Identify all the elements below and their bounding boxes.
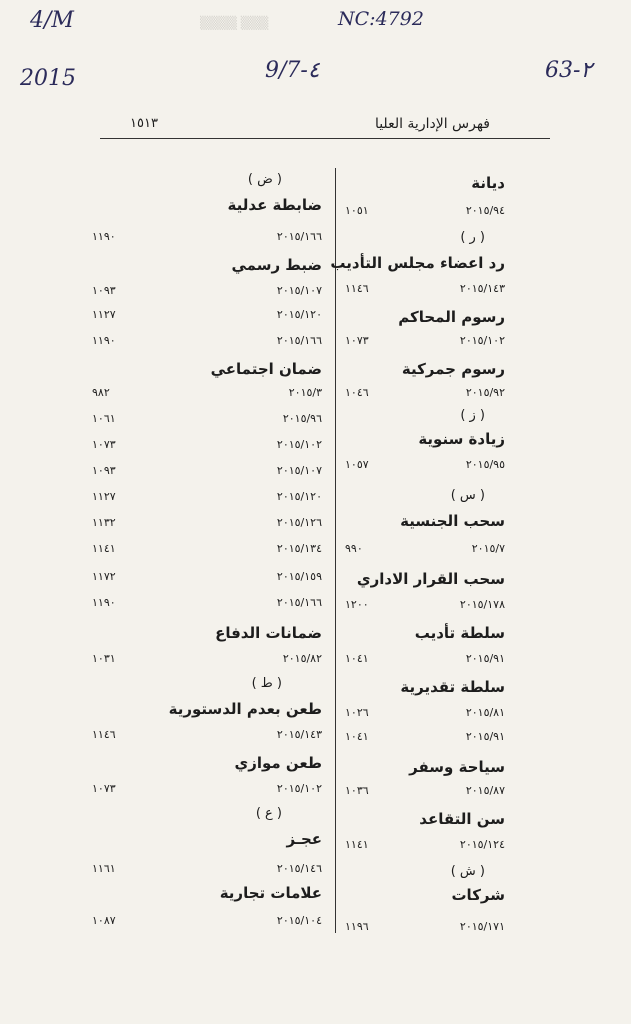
index-heading: طعن بعدم الدستورية <box>168 700 322 718</box>
case-ref: ٢٠١٥/٨١ <box>465 706 505 719</box>
index-heading: ضابطة عدلية <box>227 196 322 214</box>
case-ref: ٢٠١٥/١٤٣ <box>459 282 505 295</box>
index-reference <box>345 784 505 800</box>
index-heading: سحب الجنسية <box>400 512 505 530</box>
running-header <box>100 112 550 140</box>
case-ref: ٢٠١٥/١٧١ <box>459 920 505 933</box>
page-ref: ١٠٩٣ <box>92 464 116 477</box>
page-ref: ٩٩٠ <box>345 542 363 555</box>
case-ref: ٢٠١٥/١٤٣ <box>276 728 322 741</box>
case-ref: ٢٠١٥/٨٢ <box>282 652 322 665</box>
index-heading: علامات تجارية <box>219 884 322 902</box>
index-reference <box>92 596 322 612</box>
index-reference <box>92 782 322 798</box>
case-ref: ٢٠١٥/١٢٠ <box>276 490 322 503</box>
letter-section: ( ز ) <box>460 408 485 423</box>
page-ref: ١١٢٧ <box>92 490 116 503</box>
index-heading: ضبط رسمي <box>231 256 322 274</box>
index-reference <box>92 284 322 300</box>
page-ref: ١١٢٧ <box>92 308 116 321</box>
case-ref: ٢٠١٥/١٠٢ <box>459 334 505 347</box>
index-reference <box>92 516 322 532</box>
index-reference <box>92 490 322 506</box>
case-ref: ٢٠١٥/١٥٩ <box>276 570 322 583</box>
page-ref: ١٢٠٠ <box>345 598 369 611</box>
index-reference <box>92 334 322 350</box>
index-reference <box>92 570 322 586</box>
page-ref: ١١٩٠ <box>92 230 116 243</box>
case-ref: ٢٠١٥/١٠٧ <box>276 284 322 297</box>
page-ref: ١١٤١ <box>345 838 369 851</box>
index-heading: سياحة وسفر <box>409 758 505 776</box>
bleed-through: ▒▒▒▒ ▒▒▒ <box>200 16 269 30</box>
index-reference <box>345 204 505 220</box>
index-reference <box>345 920 505 936</box>
page-ref: ١٠٤١ <box>345 730 369 743</box>
letter-section: ( ع ) <box>255 806 282 821</box>
page-ref: ١١٩٦ <box>345 920 369 933</box>
case-ref: ٢٠١٥/٧ <box>471 542 505 555</box>
index-heading: رسوم جمركية <box>401 360 505 378</box>
page-ref: ١٠٨٧ <box>92 914 116 927</box>
case-ref: ٢٠١٥/٣ <box>288 386 322 399</box>
index-heading: ديانة <box>471 174 505 192</box>
letter-section: ( ر ) <box>460 230 485 245</box>
case-ref: ٢٠١٥/٨٧ <box>465 784 505 797</box>
index-reference <box>345 542 505 558</box>
case-ref: ٢٠١٥/١٠٢ <box>276 438 322 451</box>
index-reference <box>92 542 322 558</box>
index-reference <box>345 386 505 402</box>
case-ref: ٢٠١٥/٩٦ <box>282 412 322 425</box>
case-ref: ٢٠١٥/١٦٦ <box>276 230 322 243</box>
index-reference <box>92 914 322 930</box>
page-ref: ١١٦١ <box>92 862 116 875</box>
page-ref: ١٠٩٣ <box>92 284 116 297</box>
case-ref: ٢٠١٥/١٢٠ <box>276 308 322 321</box>
case-ref: ٢٠١٥/٩٤ <box>465 204 505 217</box>
case-ref: ٢٠١٥/١٤٦ <box>276 862 322 875</box>
page-ref: ١١٤١ <box>92 542 116 555</box>
index-reference <box>345 458 505 474</box>
index-reference <box>92 652 322 668</box>
handwritten-note: 2015 <box>20 66 76 91</box>
index-reference <box>92 230 322 246</box>
header-rule <box>100 138 550 139</box>
page-ref: ١٠٣١ <box>92 652 116 665</box>
index-heading: ضمان اجتماعي <box>210 360 322 378</box>
page-ref: ١١٤٦ <box>92 728 116 741</box>
letter-section: ( ش ) <box>450 864 485 879</box>
page-ref: ١٠٧٣ <box>92 438 116 451</box>
index-heading: طعن موازي <box>234 754 322 772</box>
index-heading: شركات <box>451 886 505 904</box>
case-ref: ٢٠١٥/١٠٢ <box>276 782 322 795</box>
case-ref: ٢٠١٥/١٠٤ <box>276 914 322 927</box>
handwritten-note: 4/M <box>30 8 74 33</box>
index-heading: سلطة تأديب <box>414 624 505 642</box>
page-ref: ١٠٣٦ <box>345 784 369 797</box>
index-heading: رد اعضاء مجلس التأديب <box>330 254 505 272</box>
page-ref: ١١٩٠ <box>92 596 116 609</box>
case-ref: ٢٠١٥/٩٥ <box>465 458 505 471</box>
column-divider <box>335 168 336 933</box>
case-ref: ٢٠١٥/٩٢ <box>465 386 505 399</box>
index-heading: سلطة تقديرية <box>400 678 505 696</box>
index-heading: عجـز <box>286 830 322 848</box>
page-ref: ١٠٧٣ <box>92 782 116 795</box>
page-ref: ٩٨٢ <box>92 386 110 399</box>
index-heading: ضمانات الدفاع <box>215 624 322 642</box>
index-heading: سحب القرار الاداري <box>356 570 505 588</box>
case-ref: ٢٠١٥/١٣٤ <box>276 542 322 555</box>
letter-section: ( ض ) <box>247 172 282 187</box>
index-reference <box>92 438 322 454</box>
letter-section: ( س ) <box>450 488 485 503</box>
case-ref: ٢٠١٥/١٦٦ <box>276 334 322 347</box>
index-reference <box>345 838 505 854</box>
page-ref: ١١٩٠ <box>92 334 116 347</box>
handwritten-note: 63-٢ <box>545 58 593 83</box>
index-heading: رسوم المحاكم <box>398 308 505 326</box>
index-reference <box>345 598 505 614</box>
page-ref: ١٠٥١ <box>345 204 369 217</box>
page-title: فهرس الإدارية العليا <box>374 116 490 132</box>
index-reference <box>345 334 505 350</box>
page-ref: ١٠٧٣ <box>345 334 369 347</box>
index-reference <box>92 412 322 428</box>
index-heading: زيادة سنوية <box>418 430 505 448</box>
page-ref: ١٠٥٧ <box>345 458 369 471</box>
handwritten-note: NC:4792 <box>338 8 424 30</box>
letter-section: ( ط ) <box>251 676 282 691</box>
index-reference <box>345 706 505 722</box>
index-reference <box>92 728 322 744</box>
case-ref: ٢٠١٥/١٢٤ <box>459 838 505 851</box>
case-ref: ٢٠١٥/١٢٦ <box>276 516 322 529</box>
page-ref: ١٠٢٦ <box>345 706 369 719</box>
index-reference <box>92 308 322 324</box>
page-number: ١٥١٣ <box>130 116 158 131</box>
index-reference <box>345 652 505 668</box>
page-ref: ١١٧٢ <box>92 570 116 583</box>
page-ref: ١٠٦١ <box>92 412 116 425</box>
case-ref: ٢٠١٥/٩١ <box>465 652 505 665</box>
index-heading: سن التقاعد <box>419 810 505 828</box>
page-ref: ١٠٤١ <box>345 652 369 665</box>
page-ref: ١١٣٢ <box>92 516 116 529</box>
page-ref: ١٠٤٦ <box>345 386 369 399</box>
index-reference <box>345 730 505 746</box>
case-ref: ٢٠١٥/١٦٦ <box>276 596 322 609</box>
page-ref: ١١٤٦ <box>345 282 369 295</box>
case-ref: ٢٠١٥/١٧٨ <box>459 598 505 611</box>
index-reference <box>92 386 322 402</box>
index-reference <box>345 282 505 298</box>
index-reference <box>92 464 322 480</box>
case-ref: ٢٠١٥/١٠٧ <box>276 464 322 477</box>
index-reference <box>92 862 322 878</box>
case-ref: ٢٠١٥/٩١ <box>465 730 505 743</box>
handwritten-note: 9/7-٤ <box>265 58 320 83</box>
